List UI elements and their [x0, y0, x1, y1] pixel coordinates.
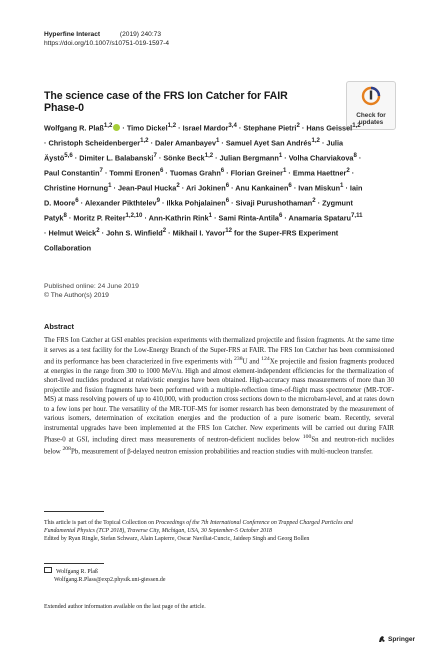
author-name: · Mikhail I. Yavor [166, 228, 226, 238]
author-name: · John S. Winfield [99, 228, 163, 238]
author-name: · Sönke Beck [156, 153, 205, 163]
author-affiliation: 1 [108, 182, 112, 190]
author-name: Wolfgang R. Plaß [44, 123, 104, 133]
author-name: · Christine Hornung [44, 168, 355, 193]
corresponding-author: Wolfgang R. Plaß [56, 569, 98, 575]
badge-line-2: updates [358, 119, 384, 126]
footnote-editors: Edited by Ryan Ringle, Stefan Schwarz, Alain Lapierre, Oscar Naviliat-Cuncic, Jaideep Singh and Georg Bollen [44, 536, 310, 542]
author-name: · Sivaji Purushothaman [229, 198, 313, 208]
author-affiliation: 6 [288, 182, 292, 190]
author-affiliation: 1,2 [311, 137, 320, 145]
author-affiliation: 7 [99, 167, 103, 175]
abstract-body: The FRS Ion Catcher at GSI enables precision experiments with thermalized projectile and fission fragments. At the same time it serves as a test facility for the Low-Energy Branch of the Super-FRS at FAIR. The FRS Ion Catcher has been commissioned and its performance has been characterized in five experiments with $^{238}$U and $^{124}$Xe projectile and fission fragments produced at energies in the range from 300 to 1000 MeV/u. High and almost element-independent efficiencies for the thermalization of short-lived nuclides produced at relativistic energies have been obtained. High-accuracy mass measurements of more than 30 projectile and fission fragments have been performed with a multiple-reflection time-of-flight mass spectrometer (MR-TOF-MS) at mass resolving powers of up to 410,000, with production cross sections down to the microbarn-level, and at rates down to a few ions per hour. The versatility of the MR-TOF-MS for isomer research has been demonstrated by the measurement of various isomers, determination of excitation energies and the production of a pure isomeric beam. Recently, several instrumental upgrades have been implemented at the FRS Ion Catcher. New experiments will be carried out during FAIR Phase-0 at GSI, including direct mass measurements of neutron-deficient nuclides below $^{100}$Sn and neutron-rich nuclides below $^{208}$Pb, measurement of β-delayed neutron emission probabilities and reaction studies with multi-nucleon transfer. [44, 337, 394, 456]
author-affiliation: 1 [278, 152, 283, 160]
author-affiliation: 2 [162, 227, 167, 235]
topical-collection-footnote [44, 519, 374, 543]
author-affiliation: 2 [346, 167, 350, 175]
author-affiliation: 1 [208, 212, 213, 220]
author-affiliation: 6 [159, 167, 164, 175]
doi-link[interactable]: https://doi.org/10.1007/s10751-019-1597-4 [44, 40, 170, 47]
author-name: · Dimiter L. Balabanski [72, 153, 154, 163]
author-affiliation: 7 [153, 152, 157, 160]
journal-volume: (2019) 240:73 [119, 31, 161, 38]
envelope-icon [44, 567, 52, 573]
footnote-lead: This article is part of the Topical Collection on [44, 520, 156, 526]
correspondence [44, 567, 165, 584]
author-name: · Hans Geissel [299, 123, 353, 133]
author-name: · Helmut Weick [44, 228, 97, 238]
publisher-logo [378, 635, 415, 643]
author-name: · Julian Bergmann [213, 153, 279, 163]
springer-horse-icon [378, 635, 386, 643]
author-affiliation: 1 [282, 167, 287, 175]
publisher-name: Springer [388, 636, 416, 643]
author-affiliation: 1,2 [204, 152, 214, 160]
author-name: · Volha Charviakova [282, 153, 354, 163]
author-name: · Ann-Kathrin Rink [142, 213, 209, 223]
author-name: · Stephane Pietri [236, 123, 297, 133]
author-name: · Florian Greiner [224, 168, 283, 178]
author-name: · Sami Rinta-Antila [212, 213, 279, 223]
author-name: · Iain D. Moore [44, 183, 363, 208]
author-name: · Christoph Scheidenberger [44, 138, 141, 148]
copyright-line: © The Author(s) 2019 [44, 292, 109, 299]
author-name: · Ari Jokinen [179, 183, 226, 193]
extended-author-info: Extended author information available on the last page of the article. [44, 604, 206, 610]
author-name: · Ilkka Pohjalainen [160, 198, 226, 208]
article-title: The science case of the FRS Ion Catcher for FAIR Phase-0 [44, 90, 288, 114]
author-affiliation: 6 [75, 197, 79, 205]
author-name: · Julia Äystö [44, 138, 344, 163]
author-name: · Ivan Miskun [291, 183, 341, 193]
author-affiliation: 8 [353, 152, 357, 160]
author-affiliation: 2 [176, 182, 180, 190]
author-name: · Paul Constantin [44, 153, 362, 178]
author-affiliation: 3,4 [228, 122, 237, 129]
author-affiliation: 1,2 [352, 122, 361, 129]
correspondence-divider [44, 563, 104, 564]
author-name: · Moritz P. Reiter [66, 213, 126, 223]
author-affiliation: 5,6 [64, 152, 73, 160]
author-name: · Israel Mardor [176, 123, 229, 133]
author-name: for the Super-FRS Experiment Collaboration [44, 228, 339, 253]
author-name: · Alexander Pikthtelev [78, 198, 157, 208]
author-name: · Samuel Ayet San Andrés [219, 138, 312, 148]
author-affiliation: 1,2 [140, 137, 149, 145]
author-affiliation: 2 [296, 122, 300, 129]
author-affiliation: 1,2 [103, 122, 113, 129]
published-online: Published online: 24 June 2019 [44, 283, 139, 290]
author-affiliation: 6 [225, 197, 230, 205]
author-affiliation: 6 [278, 212, 283, 220]
corresponding-email[interactable]: Wolfgang.R.Plass@exp2.physik.uni-giessen.de [54, 577, 166, 583]
author-affiliation: 1 [340, 182, 344, 190]
abstract-heading: Abstract [44, 322, 74, 331]
check-updates-icon [361, 86, 381, 106]
author-name: · Timo Dickel [120, 123, 168, 133]
author-name: · Tommi Eronen [102, 168, 160, 178]
publication-dates [44, 282, 139, 300]
author-name: · Emma Haettner [286, 168, 347, 178]
author-affiliation: 8 [63, 212, 67, 220]
author-affiliation: 2 [96, 227, 100, 235]
author-name: · Anamaria Spataru [282, 213, 352, 223]
author-name: · Anu Kankainen [229, 183, 289, 193]
author-affiliation: 1 [216, 137, 220, 145]
footnote-divider [44, 511, 104, 512]
author-affiliation: 1,2,10 [125, 212, 143, 220]
author-affiliation: 12 [225, 227, 232, 235]
author-name: · Jean-Paul Hucka [111, 183, 177, 193]
author-affiliation: 7,11 [351, 212, 363, 220]
footnote-proceedings: Proceedings of the 7th International Conference on Trapped Charged Particles and Fundamental Physics (TCP 2018), Traverse City, Michigan, USA, 30 September-5 October 2018 [44, 520, 353, 534]
author-affiliation: 9 [156, 197, 160, 205]
author-name: · Zygmunt Patyk [44, 198, 353, 223]
author-affiliation: 1,2 [167, 122, 177, 129]
author-name: · Tuomas Grahn [163, 168, 221, 178]
journal-name: Hyperfine Interact [44, 31, 101, 38]
badge-line-1: Check for [356, 112, 386, 119]
author-affiliation: 6 [220, 167, 225, 175]
author-name: · Daler Amanbayev [148, 138, 217, 148]
author-list [44, 120, 364, 255]
author-affiliation: 2 [312, 197, 316, 205]
journal-reference [44, 31, 161, 39]
author-affiliation: 6 [225, 182, 230, 190]
